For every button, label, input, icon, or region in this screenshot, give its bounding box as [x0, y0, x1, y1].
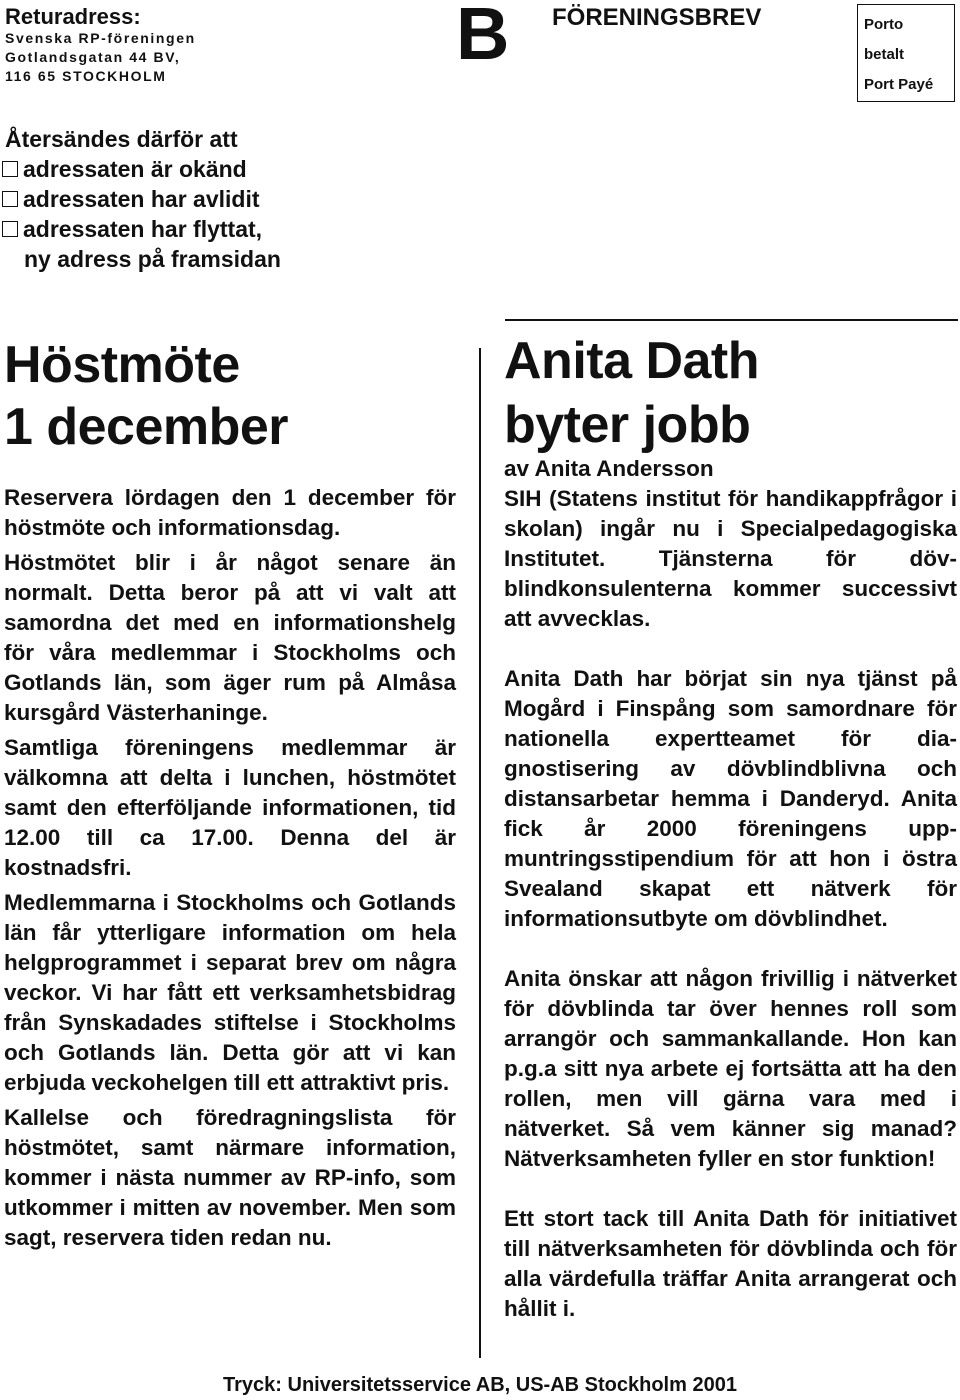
- article-paragraph: SIH (Statens institut för handikappfrågor i skolan) ingår nu i Specialpedagogiska Institutet. Tjänsterna för dövblindkonsulenterna kommer successivt att avvecklas.: [504, 486, 957, 631]
- right-article-body: [504, 454, 957, 1324]
- return-notice-title: Återsändes därför att: [5, 126, 238, 152]
- right-headline-line: byter jobb: [504, 396, 751, 454]
- checkbox-icon: [2, 161, 18, 177]
- column-divider: [479, 348, 481, 1358]
- postage-line: betalt: [864, 46, 905, 63]
- article-byline: av Anita Andersson: [504, 456, 714, 481]
- return-address-line: Gotlandsgatan 44 BV,: [5, 49, 181, 65]
- horizontal-rule: [505, 319, 958, 321]
- letter-type-label: FÖRENINGSBREV: [552, 4, 762, 31]
- article-paragraph: Samtliga föreningens medlemmar är välkomna att delta i lunchen, höstmötet samt den efterföljande informationen, tid 12.00 till ca 17.00. Denna del är kostnadsfri.: [4, 735, 456, 880]
- article-paragraph: Ett stort tack till Anita Dath för initiativet till nätverksamheten för dövblinda och för alla värdefulla träffar Anita arrangerat och hållit i.: [504, 1206, 957, 1321]
- return-option-label: adressaten har avlidit: [23, 186, 260, 212]
- return-option: [2, 214, 262, 244]
- postage-paid-box: [857, 4, 955, 102]
- article-paragraph: Höstmötet blir i år något senare än normalt. Detta beror på att vi valt att samordna det med en informationshelg för våra medlemmar i Stockholms och Gotlands län, som äger rum på Almåsa kursgård Västerhaninge.: [4, 550, 456, 725]
- letter-class-mark: B: [456, 0, 508, 75]
- article-paragraph: Medlemmarna i Stockholms och Gotlands län får ytterligare information om hela helgprogrammet i separat brev om några veckor. Vi har fått ett verksamhetsbidrag från Synskadades stiftelse i Stockholms och Gotlands län. Detta gör att vi kan erbjuda veckohelgen till ett attraktivt pris.: [4, 890, 456, 1095]
- checkbox-icon: [2, 221, 18, 237]
- left-headline-line: 1 december: [4, 398, 289, 456]
- article-paragraph: Anita Dath har börjat sin nya tjänst på Mogård i Finspång som samordnare för nationella expertteamet för diagnostisering av dövblindblivna och distansarbetar hemma i Danderyd. Anita fick år 2000 föreningens uppmuntringsstipendium för att hon i östra Svealand skapat ett nätverk för informationsutbyte om dövblindhet.: [504, 666, 957, 931]
- right-headline-line: Anita Dath: [504, 332, 759, 390]
- return-address-title: Returadress:: [5, 4, 141, 29]
- print-credit-footer: Tryck: Universitetsservice AB, US-AB Stockholm 2001: [223, 1374, 737, 1396]
- left-article-body: [4, 483, 456, 1253]
- left-headline-line: Höstmöte: [4, 336, 240, 394]
- checkbox-icon: [2, 191, 18, 207]
- article-paragraph: Reservera lördagen den 1 december för höstmöte och informationsdag.: [4, 485, 456, 540]
- return-notice-note: ny adress på framsidan: [24, 246, 281, 272]
- return-option: [2, 184, 260, 214]
- postage-line: Port Payé: [864, 76, 934, 93]
- article-paragraph: Anita önskar att någon frivillig i nätverket för dövblinda tar över hennes roll som arrangör och sammankallande. Hon kan p.g.a sitt nya arbete ej fortsätta att ha den rollen, men vill gärna vara med i nätverket. Så vem känner sig manad? Nätverksamheten fyller en stor funktion!: [504, 966, 957, 1171]
- return-address-line: 116 65 STOCKHOLM: [5, 68, 167, 84]
- return-option-label: adressaten har flyttat,: [23, 216, 263, 242]
- article-paragraph: Kallelse och föredragningslista för höstmötet, samt närmare information, kommer i nästa nummer av RP-info, som utkommer i mitten av november. Men som sagt, reservera tiden redan nu.: [4, 1105, 456, 1250]
- return-option: [2, 154, 247, 184]
- return-address-line: Svenska RP-föreningen: [5, 30, 196, 46]
- return-option-label: adressaten är okänd: [23, 156, 247, 182]
- postage-line: Porto: [864, 16, 904, 33]
